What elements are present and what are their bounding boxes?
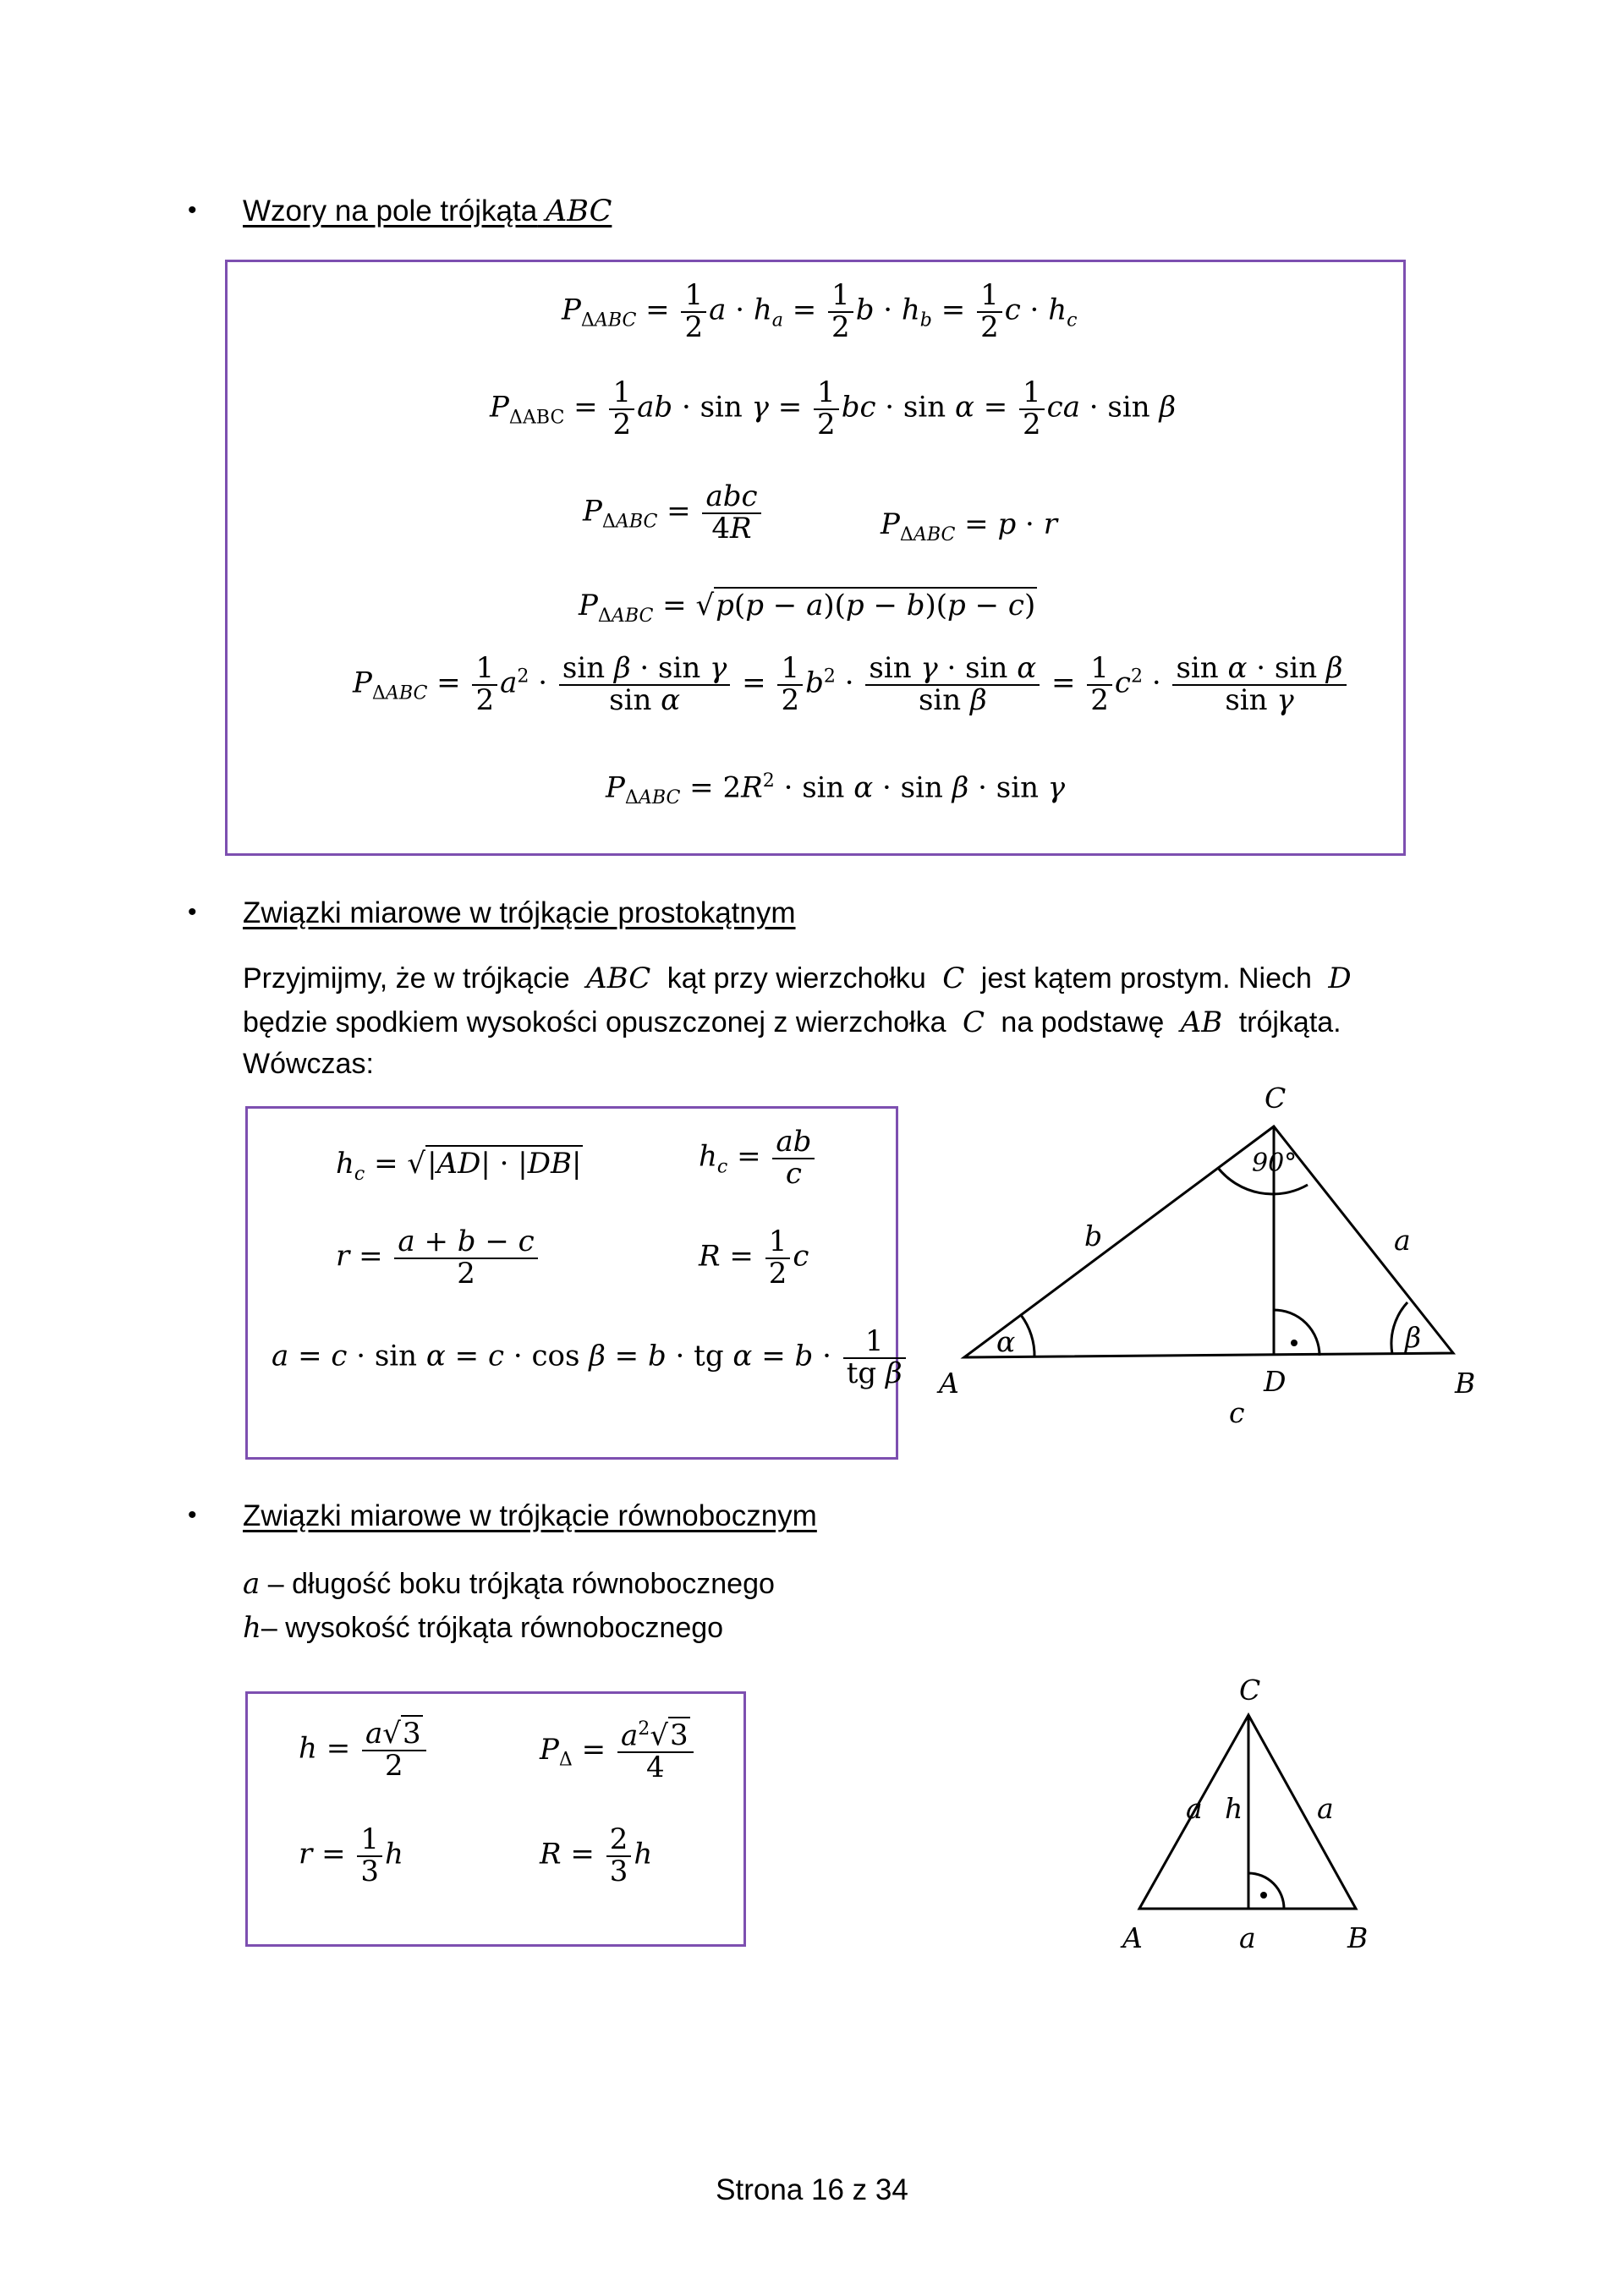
formula-area-circumradius-angles: $P_{\Delta ABC} = 2R^2 \cdot \sin \alpha \cdot \sin \beta \cdot \sin \gamma$ bbox=[606, 770, 1066, 809]
triangle-outline bbox=[964, 1126, 1453, 1357]
angle-alpha-arc bbox=[1021, 1315, 1034, 1357]
formula-circumradius: R = $\frac{1}{2}$ c bbox=[699, 1225, 809, 1290]
formula-circumradius: R = $\frac{2}{3}$ h bbox=[540, 1822, 653, 1888]
angle-beta-label: β bbox=[1405, 1321, 1422, 1354]
right-angle-arc bbox=[1274, 1310, 1320, 1356]
side-left-label: a bbox=[1186, 1792, 1203, 1825]
vertex-a-label: A bbox=[1122, 1921, 1143, 1954]
paragraph-line-1: Przyjmijmy, że w trójkącie ABC kąt przy wierzchołku C jest kątem prostym. Niech D bbox=[243, 962, 1352, 995]
formula-heron: $P_{\Delta ABC} = √p(p - a)(p - b)(p - c)$ bbox=[579, 589, 1036, 627]
side-right-label: a bbox=[1317, 1792, 1334, 1825]
formula-leg-a: a = c · sin α = c · cos β = b · tg α = b · $\frac{1}{\text{tg β}}$ bbox=[272, 1327, 908, 1389]
paragraph-line-2: będzie spodkiem wysokości opuszczonej z wierzchołka C na podstawę AB trójkąta. bbox=[243, 1006, 1341, 1039]
area-formulas-box bbox=[225, 260, 1406, 856]
side-a-label: a bbox=[1394, 1224, 1411, 1257]
definition-h: h– wysokość trójkąta równobocznego bbox=[243, 1611, 724, 1645]
heading-math: ABC bbox=[545, 195, 612, 228]
bullet: • bbox=[188, 1501, 197, 1529]
formula-height: h = $\frac{a√3}{2}$ bbox=[299, 1719, 429, 1781]
formula-hc-projection: $h_c = √|AD| \cdot |DB|$ bbox=[336, 1147, 582, 1185]
formula-area: $P_\Delta$ = $\frac{a^2√3}{4}$ bbox=[540, 1719, 696, 1784]
bullet: • bbox=[188, 898, 197, 926]
formula-hc-ab: $h_c$ = $\frac{ab}{c}$ bbox=[699, 1127, 817, 1189]
angle-alpha-label: α bbox=[996, 1325, 1016, 1358]
definition-a: a – długość boku trójkąta równobocznego bbox=[243, 1567, 775, 1601]
right-angle-dot bbox=[1260, 1892, 1267, 1899]
vertex-c-label: C bbox=[1239, 1674, 1261, 1707]
formula-area-height: $P_{\Delta ABC}$ = $\frac{1}{2}$ $a \cdot h_a$ = $\frac{1}{2}$ $b \cdot h_b$ = $\frac{1}{2}$ $c \cdot h_c$ bbox=[562, 278, 1078, 344]
page-footer: Strona 16 z 34 bbox=[716, 2173, 908, 2206]
side-b-label: b bbox=[1084, 1219, 1103, 1252]
section-heading-equilateral: Związki miarowe w trójkącie równobocznym bbox=[243, 1499, 817, 1532]
formula-inradius: r = $\frac{1}{3}$ h bbox=[299, 1822, 403, 1888]
angle-90-label: 90° bbox=[1252, 1148, 1298, 1178]
section-heading-area-formulas bbox=[243, 195, 612, 228]
formula-area-side-angles: $P_{\Delta ABC}$ = $\frac{1}{2}$ $a^2$ · $\frac{\text{sin β · sin γ}}{\text{sin α}}$ = $\frac{1}{2}$ $b^2$ · $\frac{\text{sin γ · sin α}}{\text{sin β}}$ = $\frac{1}{2}$ $c^2$ · $\frac{\text{sin α · sin β}}{\text{sin γ}}$ bbox=[353, 654, 1349, 715]
equilateral-formulas-box bbox=[245, 1691, 746, 1947]
right-angle-dot bbox=[1291, 1340, 1298, 1346]
section-heading-right-triangle: Związki miarowe w trójkącie prostokątnym bbox=[243, 896, 796, 929]
vertex-b-label: B bbox=[1347, 1921, 1369, 1954]
formula-inradius: r = $\frac{a + b - c}{2}$ bbox=[336, 1227, 540, 1289]
height-label: h bbox=[1225, 1792, 1243, 1825]
right-angle-arc bbox=[1248, 1873, 1284, 1909]
vertex-c-label: C bbox=[1265, 1082, 1287, 1115]
vertex-b-label: B bbox=[1455, 1367, 1476, 1400]
side-c-label: c bbox=[1229, 1396, 1245, 1429]
heading-text: Wzory na pole trójkąta bbox=[243, 195, 538, 227]
formula-area-sine: $P_{\Delta ABC}$ = $\frac{1}{2}$ ab · sin γ = $\frac{1}{2}$ bc · sin α = $\frac{1}{2}$ ca · sin β bbox=[490, 375, 1177, 441]
side-base-label: a bbox=[1239, 1921, 1256, 1954]
right-triangle-diagram bbox=[922, 1074, 1497, 1446]
vertex-d-label: D bbox=[1264, 1365, 1287, 1398]
formula-area-inradius: $P_{\Delta ABC} = p \cdot r$ bbox=[881, 507, 1057, 545]
bullet: • bbox=[188, 196, 197, 224]
equilateral-triangle-diagram bbox=[1083, 1658, 1489, 1970]
right-triangle-formulas-box bbox=[245, 1106, 903, 1460]
vertex-a-label: A bbox=[939, 1367, 959, 1400]
formula-area-circumradius: $P_{\Delta ABC}$ = $\frac{\text{abc}}{4R}$ bbox=[583, 482, 764, 544]
paragraph-line-3: Wówczas: bbox=[243, 1048, 374, 1080]
